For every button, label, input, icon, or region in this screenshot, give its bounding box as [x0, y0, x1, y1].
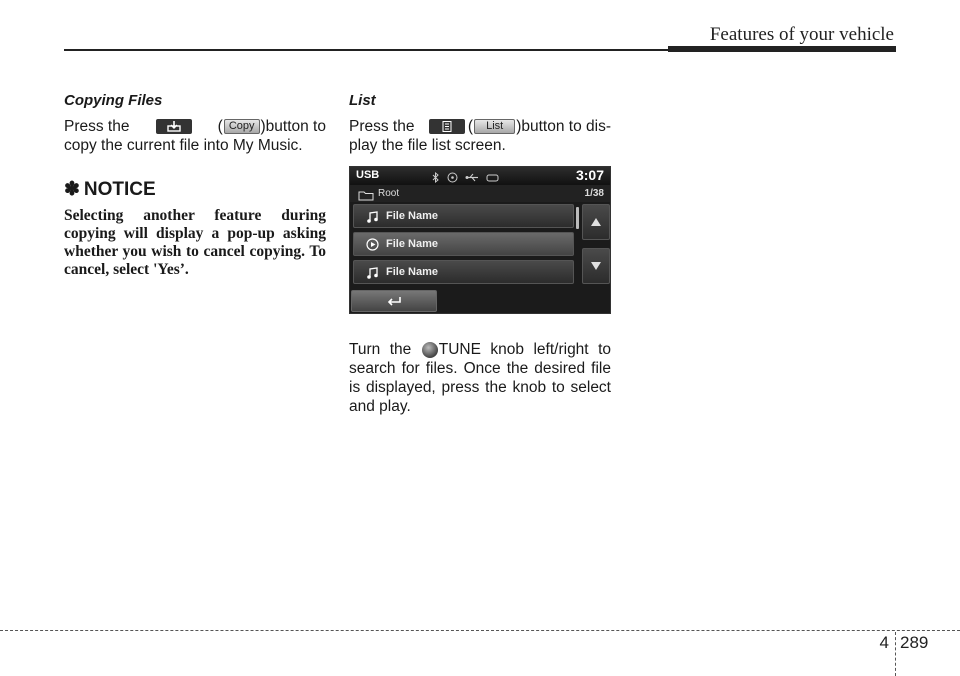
usb-list-screen [349, 166, 611, 314]
list-button-icon [429, 119, 465, 134]
list-instruction-line2: play the file list screen. [349, 137, 506, 154]
notice-star-icon: ✽ [64, 179, 80, 200]
file-row-1[interactable] [353, 204, 574, 228]
screen-path-bar [350, 185, 610, 202]
copying-line1-start: Press the [64, 118, 130, 135]
list-line1-start: Press the [349, 118, 415, 135]
scroll-up-button[interactable] [582, 204, 610, 240]
notice-title: NOTICE [83, 178, 156, 200]
header-rule-thick [668, 46, 896, 52]
folder-name: Root [378, 188, 400, 199]
tune-rest: TUNE knob left/right to search for files. Once the desired file is displayed, press the knob to select and play. [349, 341, 611, 415]
notice-heading [64, 178, 326, 201]
page-number: 289 [900, 633, 929, 652]
footer-divider [895, 632, 896, 676]
chevron-up-icon [591, 218, 601, 226]
file-name: File Name [386, 238, 438, 250]
screen-source-label: USB [356, 169, 380, 181]
copy-button-label: Copy [224, 119, 260, 134]
section-number: 4 [879, 633, 889, 652]
file-name: File Name [386, 266, 438, 278]
scroll-down-button[interactable] [582, 248, 610, 284]
file-count: 1/38 [584, 188, 604, 199]
copying-files-heading: Copying Files [64, 92, 163, 109]
tune-instruction [349, 340, 611, 416]
header-rule [64, 49, 668, 51]
list-button-label: List [474, 119, 515, 134]
list-heading: List [349, 92, 376, 109]
copying-instruction-line2: copy the current file into My Music. [64, 137, 303, 154]
back-button[interactable] [351, 290, 437, 312]
tune-knob-icon [422, 342, 438, 358]
save-button-icon [156, 119, 192, 134]
copying-open-paren: ( [217, 118, 223, 135]
list-line1-end: )button to dis- [516, 118, 611, 135]
header-title: Features of your vehicle [709, 24, 894, 45]
footer-rule [0, 630, 960, 631]
right-column [349, 92, 611, 155]
chevron-down-icon [591, 262, 601, 270]
back-arrow-icon [386, 296, 402, 306]
music-note-icon [366, 266, 378, 284]
screen-status-bar [350, 167, 610, 185]
file-name: File Name [386, 210, 438, 222]
screen-clock: 3:07 [575, 167, 604, 183]
file-row-3[interactable] [353, 260, 574, 284]
play-circle-icon [366, 238, 379, 256]
list-open-paren: ( [467, 118, 474, 135]
music-note-icon [366, 210, 378, 228]
scrollbar[interactable] [576, 207, 579, 229]
copying-instruction-line1 [64, 117, 326, 136]
copying-line1-end: )button to [260, 118, 326, 135]
tune-prefix: Turn the [349, 341, 412, 358]
file-row-2[interactable] [353, 232, 574, 256]
left-column [64, 92, 326, 279]
list-instruction-line1 [349, 117, 611, 136]
notice-body: Selecting another feature during copying will display a pop-up asking whether you wish to cancel copying. To cancel, select 'Yes’. [64, 207, 326, 278]
